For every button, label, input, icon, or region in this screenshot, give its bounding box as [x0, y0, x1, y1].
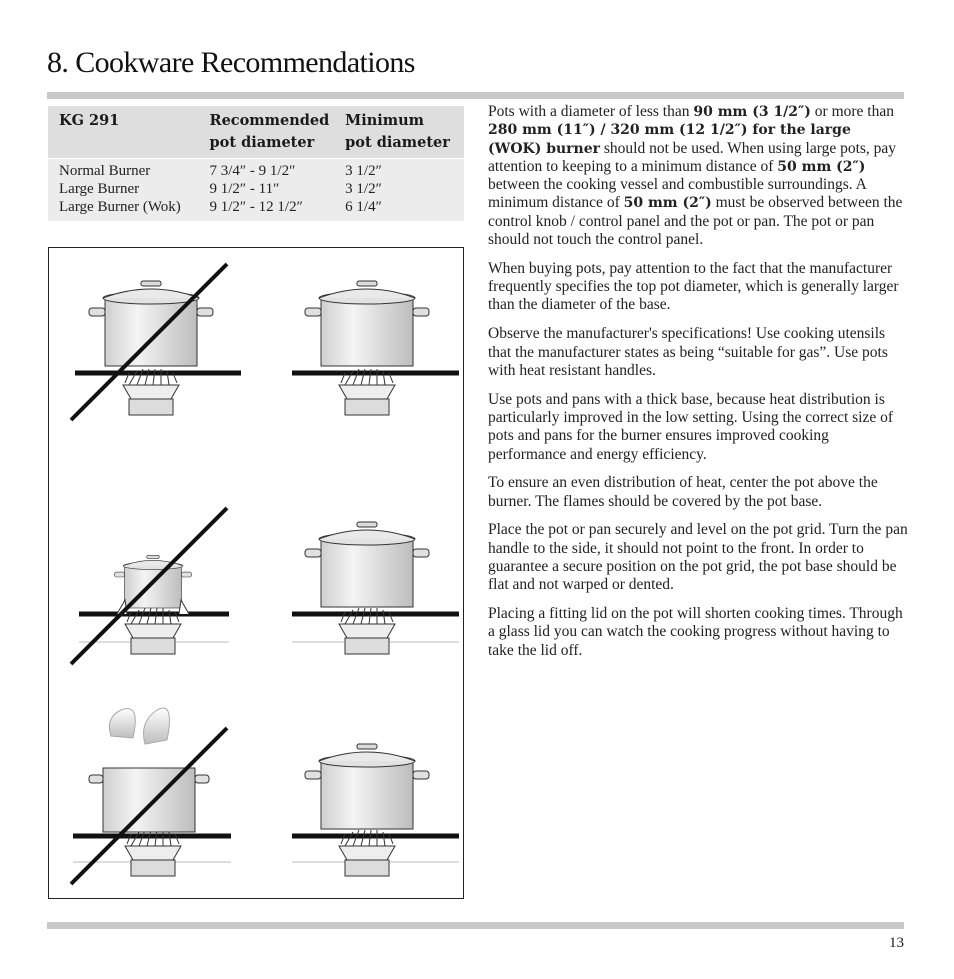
panel-correct-pot-icon	[292, 281, 459, 415]
recommended-value: 9 1/2″ - 11″	[209, 181, 280, 197]
panel-wrong-pot-too-large-icon	[71, 264, 241, 420]
paragraph-center-pot: To ensure an even distribution of heat, center the pot above the burner. The flames should be covered by the pot base.	[488, 474, 878, 510]
minimum-value: 3 1/2″	[345, 163, 382, 179]
paragraph-thick-base: Use pots and pans with a thick base, because heat distribution is particularly improved in the low setting. Using the correct size of pots and pans for the burner ensures improved cooking performance and energy efficiency.	[488, 390, 894, 463]
cookware-illustration	[48, 247, 464, 899]
instructions-text	[488, 103, 908, 671]
paragraph-lid: Placing a fitting lid on the pot will shorten cooking times. Through a glass lid you can watch the cooking progress without having to take the lid off.	[488, 605, 903, 659]
panel-wrong-small-pot-icon	[71, 508, 229, 664]
top-divider	[47, 92, 904, 99]
minimum-value: 3 1/2″	[345, 181, 382, 197]
header-minimum: Minimum pot diameter	[345, 112, 450, 151]
paragraph-specifications: Observe the manufacturer's specifications! Use cooking utensils that the manufacturer states as being “suitable for gas”. Use pots with heat resistant handles.	[488, 325, 888, 379]
panel-correct-pot-with-lid-icon	[292, 744, 459, 876]
recommended-value: 7 3/4″ - 9 1/2″	[209, 163, 296, 179]
burner-name: Normal Burner	[59, 163, 151, 179]
burner-name: Large Burner (Wok)	[59, 199, 181, 215]
table-row	[59, 198, 464, 216]
page-number: 13	[889, 935, 904, 951]
header-recommended: Recommended pot diameter	[209, 112, 330, 151]
bottom-divider	[47, 922, 904, 929]
page-title: 8. Cookware Recommendations	[47, 46, 415, 79]
header-model: KG 291	[59, 112, 120, 129]
panel-wrong-no-lid-steam-icon	[71, 708, 231, 884]
paragraph-pot-grid: Place the pot or pan securely and level on the pot grid. Turn the pan handle to the side, it should not point to the front. In order to guarantee a secure position on the pot grid, the pot base should be flat and not warped or dented.	[488, 521, 908, 594]
table-row	[59, 162, 464, 180]
paragraph-buying-pots: When buying pots, pay attention to the fact that the manufacturer frequently specifies the top pot diameter, which is generally larger than the diameter of the base.	[488, 259, 899, 314]
table-body	[48, 159, 464, 221]
table-row	[59, 180, 464, 198]
pot-diameter-table	[48, 106, 464, 221]
paragraph-pot-size: Pots with a diameter of less than 90 mm (3 1/2″) or more than 280 mm (11″) / 320 mm (12 1/2″) for the large (WOK) burner should not be used. When using large pots, pay attention to keeping to a minimum distance of 50 mm (2″) between the cooking vessel and combustible surroundings. A minimum distance of 50 mm (2″) must be observed between the control knob / control panel and the pot or pan. The pot or pan should not touch the control panel.	[488, 103, 903, 249]
recommended-value: 9 1/2″ - 12 1/2″	[209, 199, 303, 215]
burner-name: Large Burner	[59, 181, 140, 197]
minimum-value: 6 1/4″	[345, 199, 382, 215]
table-header	[48, 106, 464, 159]
panel-correct-pot-icon	[292, 522, 459, 654]
